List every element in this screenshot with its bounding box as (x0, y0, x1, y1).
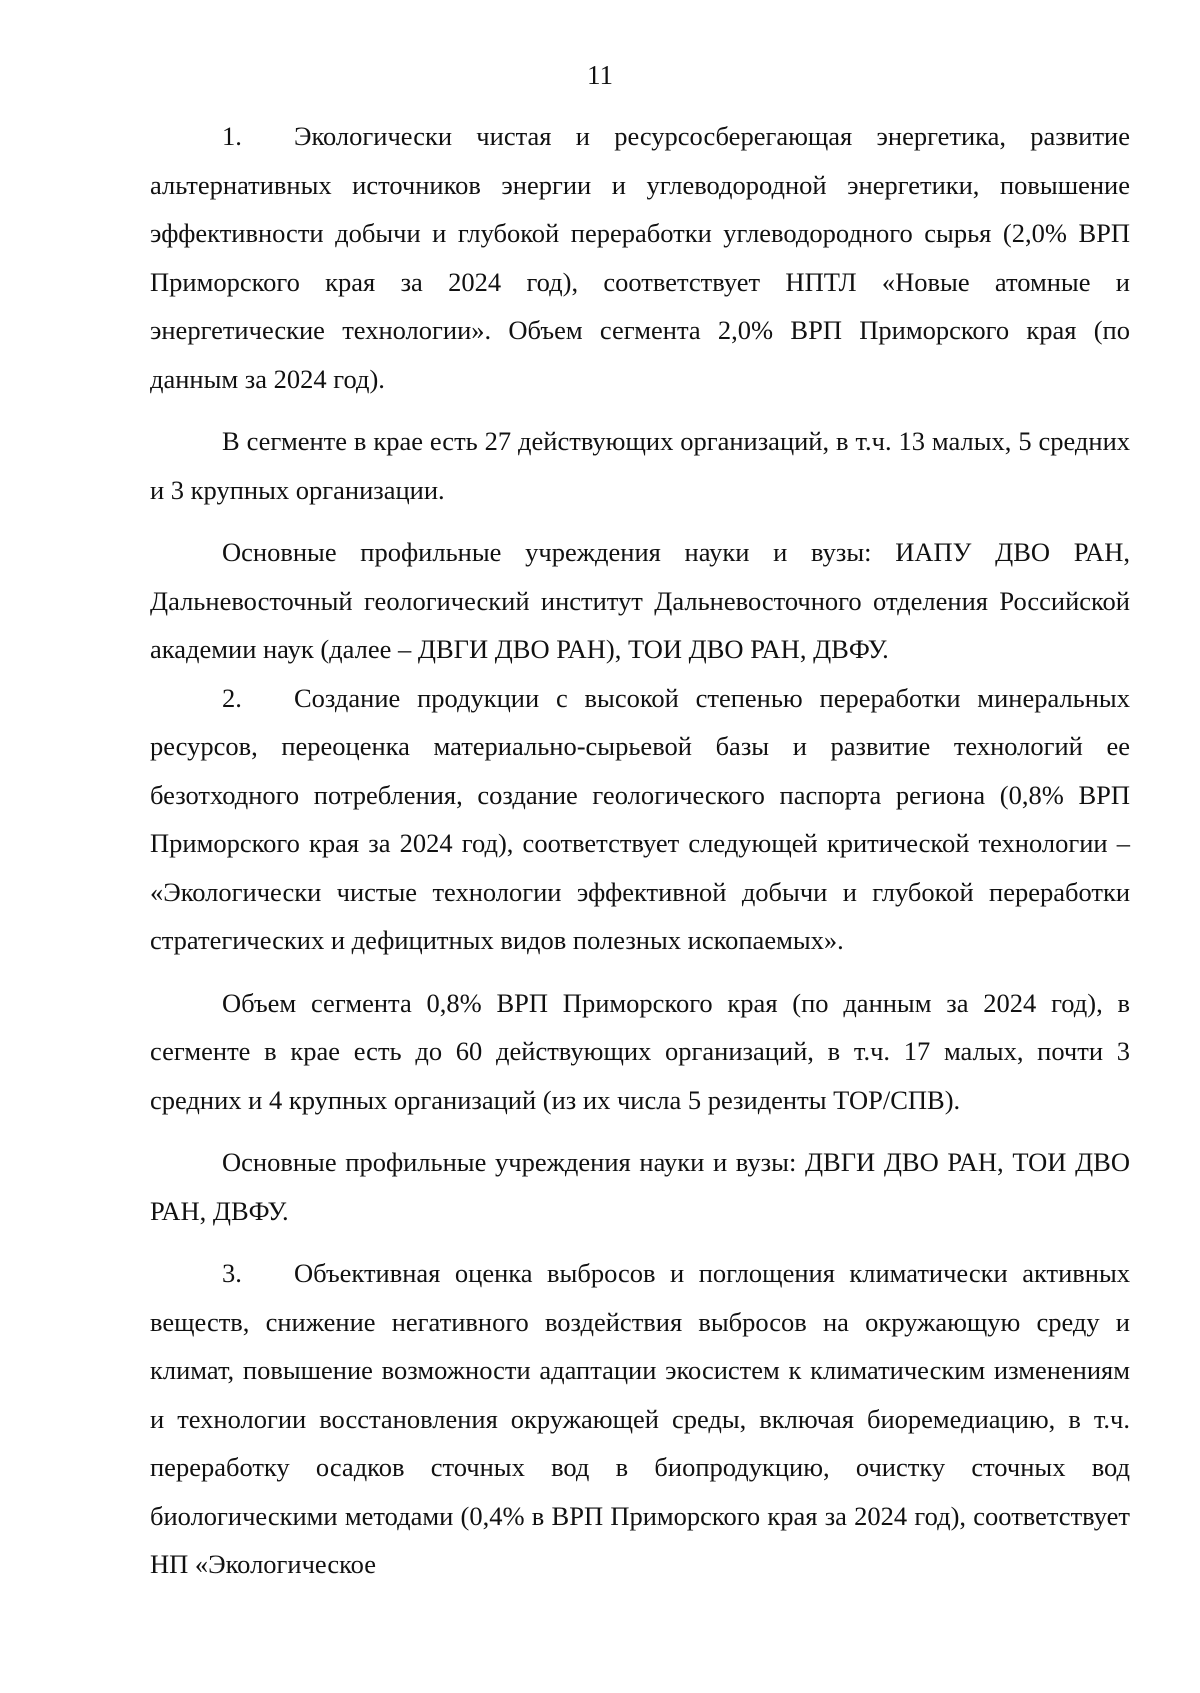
paragraph-2 (150, 417, 1130, 514)
paragraph-text: Объем сегмента 0,8% ВРП Приморского края (по данным за 2024 год), в сегменте в крае есть до 60 действующих организаций, в т.ч. 17 малых, почти 3 средних и 4 крупных организаций (из их числа 5 резиденты ТОР/СПВ). (150, 987, 1130, 1115)
paragraph-text: Объективная оценка выбросов и поглощения климатически активных веществ, снижение негативного воздействия выбросов на окружающую среду и климат, повышение возможности адаптации экосистем к климатическим изменениям и технологии восстановления окружающей среды, включая биоремедиацию, в т.ч. переработку осадков сточных вод в биопродукцию, очистку сточных вод биологическими методами (0,4% в ВРП Приморского края за 2024 год), соответствует НП «Экологическое (150, 1258, 1130, 1579)
paragraph-6 (150, 1138, 1130, 1235)
paragraph-7 (150, 1249, 1130, 1589)
paragraph-4 (150, 674, 1130, 965)
document-body (150, 112, 1130, 1589)
paragraph-text: Экологически чистая и ресурсосберегающая энергетика, развитие альтернативных источников энергии и углеводородной энергетики, повышение эффективности добычи и глубокой переработки углеводородного сырья (2,0% ВРП Приморского края за 2024 год), соответствует НПТЛ «Новые атомные и энергетические технологии». Объем сегмента 2,0% ВРП Приморского края (по данным за 2024 год). (150, 121, 1130, 394)
paragraph-number: 2. (222, 682, 242, 713)
page-number: 11 (587, 60, 613, 90)
paragraph-text: Основные профильные учреждения науки и вузы: ИАПУ ДВО РАН, Дальневосточный геологический институт Дальневосточного отделения Российской академии наук (далее – ДВГИ ДВО РАН), ТОИ ДВО РАН, ДВФУ. (150, 537, 1130, 664)
paragraph-text: Создание продукции с высокой степенью переработки минеральных ресурсов, переоценка материально-сырьевой базы и развитие технологий ее безотходного потребления, создание геологического паспорта региона (0,8% ВРП Приморского края за 2024 год), соответствует следующей критической технологии – «Экологически чистые технологии эффективной добычи и глубокой переработки стратегических и дефицитных видов полезных ископаемых». (150, 682, 1130, 955)
paragraph-text: Основные профильные учреждения науки и вузы: ДВГИ ДВО РАН, ТОИ ДВО РАН, ДВФУ. (150, 1147, 1130, 1226)
paragraph-3 (150, 528, 1130, 674)
paragraph-text: В сегменте в крае есть 27 действующих организаций, в т.ч. 13 малых, 5 средних и 3 крупных организации. (150, 426, 1130, 505)
paragraph-number: 1. (222, 121, 242, 151)
paragraph-5 (150, 979, 1130, 1125)
paragraph-number: 3. (222, 1258, 242, 1288)
paragraph-1 (150, 112, 1130, 403)
